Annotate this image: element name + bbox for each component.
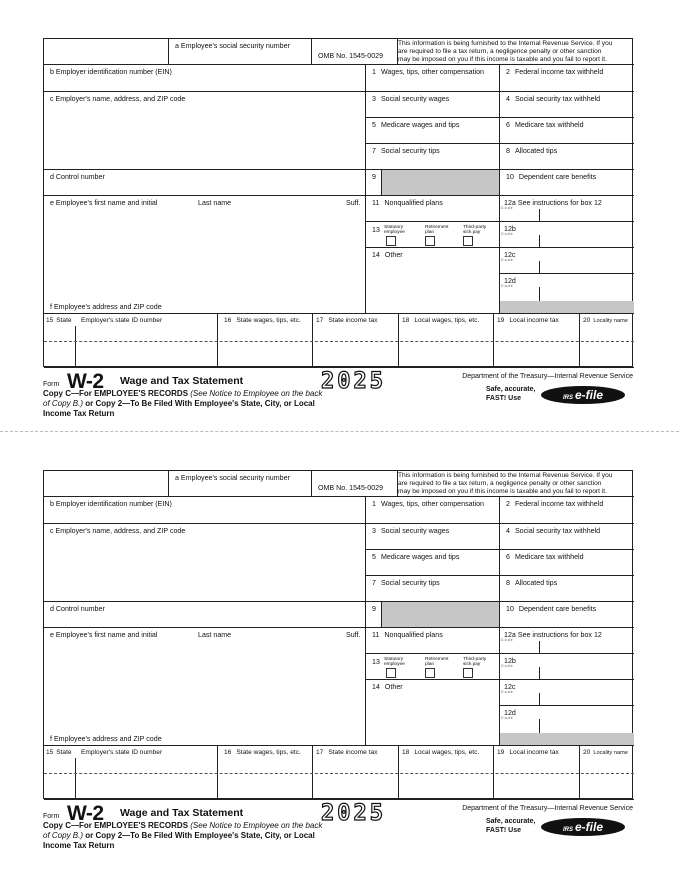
- box-number: 12d: [504, 277, 516, 285]
- last-name-label: Last name: [198, 199, 232, 207]
- irs-notice: [398, 39, 634, 65]
- box-number: 4: [506, 95, 510, 103]
- box-number: 6: [506, 553, 510, 561]
- employee-first-name-label: e Employee's first name and initial: [50, 199, 158, 207]
- box-label: Dependent care benefits: [518, 173, 597, 181]
- safe-line: Safe, accurate,: [486, 818, 536, 825]
- box-13-field: [366, 222, 500, 248]
- box-label: Social security wages: [380, 527, 450, 535]
- code-divider: [539, 693, 540, 706]
- box-label: Other: [384, 251, 403, 259]
- box-number: 11: [372, 199, 380, 207]
- box-number: 12d: [504, 709, 516, 717]
- box-label: Allocated tips: [514, 147, 558, 155]
- code-label: C o d e: [501, 716, 513, 720]
- employer-ein-field[interactable]: [44, 65, 366, 92]
- box-label: Nonqualified plans: [384, 631, 443, 639]
- box-label: Social security tips: [380, 147, 440, 155]
- w2-copy-top: [0, 0, 679, 432]
- third-party-sick-pay-checkbox[interactable]: [463, 668, 473, 678]
- employer-name-label: c Employer's name, address, and ZIP code: [50, 527, 186, 535]
- form-footer: [43, 370, 633, 425]
- employer-state-id-label: Employer's state ID number: [81, 749, 163, 756]
- box-number: 3: [372, 527, 376, 535]
- statutory-employee-label: Statutory employee: [384, 657, 405, 667]
- form-footer: [43, 802, 633, 857]
- box-label: Local income tax: [509, 749, 559, 756]
- box-label: Medicare tax withheld: [514, 553, 584, 561]
- box-number: 13: [372, 658, 380, 666]
- box-number: 5: [372, 121, 376, 129]
- retirement-plan-checkbox[interactable]: [425, 668, 435, 678]
- box-label: Local wages, tips, etc.: [414, 317, 480, 324]
- box-12b-field[interactable]: [500, 222, 634, 248]
- box-number: 12b: [504, 657, 516, 665]
- box-number: 12a: [504, 631, 516, 639]
- box-number: 5: [372, 553, 376, 561]
- employer-ein-label: b Employer identification number (EIN): [50, 68, 172, 76]
- form-name: W-2: [67, 370, 104, 393]
- box-10-field[interactable]: [500, 602, 634, 628]
- code-label: C o d e: [501, 284, 513, 288]
- box-7-field[interactable]: [366, 144, 500, 170]
- box-12c-field[interactable]: [500, 248, 634, 274]
- box-number: 1: [372, 500, 376, 508]
- box-number: 11: [372, 631, 380, 639]
- box-label: State income tax: [328, 749, 378, 756]
- suffix-label: Suff.: [346, 631, 361, 639]
- employer-state-id-label: Employer's state ID number: [81, 317, 163, 324]
- code-label: C o d e: [501, 690, 513, 694]
- box-number: 20: [583, 749, 591, 756]
- box-4-field[interactable]: [500, 524, 634, 550]
- state-label: State: [56, 749, 72, 756]
- code-label: C o d e: [501, 232, 513, 236]
- box-label: Other: [384, 683, 403, 691]
- box-14-field[interactable]: [366, 680, 500, 746]
- box-1-field[interactable]: [366, 497, 500, 524]
- box-3-field[interactable]: [366, 92, 500, 118]
- employee-address-label: f Employee's address and ZIP code: [50, 735, 162, 743]
- box-number: 12b: [504, 225, 516, 233]
- box-label: Medicare wages and tips: [380, 121, 460, 129]
- box-number: 3: [372, 95, 376, 103]
- code-divider: [539, 235, 540, 248]
- box-label: Locality name: [593, 750, 628, 756]
- employee-name-address-field[interactable]: [44, 196, 366, 314]
- department-label: Department of the Treasury—Internal Revenue Service: [462, 373, 633, 380]
- box-label: Social security wages: [380, 95, 450, 103]
- irs-efile-logo: [541, 386, 625, 404]
- box-label: Social security tax withheld: [514, 95, 601, 103]
- box-5-field[interactable]: [366, 118, 500, 144]
- box-label: Nonqualified plans: [384, 199, 443, 207]
- box-number: 4: [506, 527, 510, 535]
- box-label: Local income tax: [509, 317, 559, 324]
- safe-accurate-text: [486, 385, 535, 403]
- box-number: 7: [372, 579, 376, 587]
- box-label: Federal income tax withheld: [514, 500, 604, 508]
- copy-c-label: Copy C—For EMPLOYEE'S RECORDS: [43, 821, 189, 830]
- w2-copy-bottom: [0, 432, 679, 864]
- box-label: Medicare wages and tips: [380, 553, 460, 561]
- employee-ssn-field[interactable]: [169, 39, 312, 65]
- w2-form-grid: [43, 470, 633, 799]
- box-number: 12c: [504, 683, 516, 691]
- notice-line: are required to file a tax return, a negligence penalty or other sanction: [398, 479, 602, 487]
- code-divider: [539, 287, 540, 301]
- box-label: State wages, tips, etc.: [236, 749, 301, 756]
- employee-address-label: f Employee's address and ZIP code: [50, 303, 162, 311]
- box-number: 20: [583, 317, 591, 324]
- box-number: 2: [506, 500, 510, 508]
- w2-form-grid: [43, 38, 633, 367]
- notice-line: are required to file a tax return, a negligence penalty or other sanction: [398, 47, 602, 55]
- box-label: Social security tips: [380, 579, 440, 587]
- irs-efile-logo: [541, 818, 625, 836]
- box-label: Wages, tips, other compensation: [380, 68, 484, 76]
- department-label: Department of the Treasury—Internal Revenue Service: [462, 805, 633, 812]
- code-divider: [539, 667, 540, 680]
- code-label: C o d e: [501, 206, 513, 210]
- box-number: 17: [316, 317, 324, 324]
- omb-number: OMB No. 1545-0029: [318, 484, 384, 492]
- state-divider: [75, 326, 76, 368]
- box-label: Local wages, tips, etc.: [414, 749, 480, 756]
- copy-2-label: Copy 2—To Be Filed With Employee's State, City, or Local Income Tax Return: [43, 831, 315, 850]
- notice-line: may be imposed on you if this income is taxable and you fail to report it.: [398, 55, 607, 63]
- safe-accurate-text: [486, 817, 535, 835]
- state-row-separator: [44, 773, 634, 774]
- box-label: Social security tax withheld: [514, 527, 601, 535]
- code-divider: [539, 261, 540, 274]
- employee-ssn-label: a Employee's social security number: [175, 42, 290, 50]
- box-10-field[interactable]: [500, 170, 634, 196]
- box-number: 8: [506, 147, 510, 155]
- box-number: 14: [372, 683, 380, 691]
- last-name-label: Last name: [198, 631, 232, 639]
- box-6-field[interactable]: [500, 550, 634, 576]
- employee-ssn-field[interactable]: [169, 471, 312, 497]
- suffix-label: Suff.: [346, 199, 361, 207]
- box-11-field[interactable]: [366, 628, 500, 654]
- safe-line: FAST! Use: [486, 395, 522, 402]
- control-number-label: d Control number: [50, 173, 105, 181]
- notice-line: may be imposed on you if this income is taxable and you fail to report it.: [398, 487, 607, 495]
- see-notice-text: (See Notice to Employee on the back of Copy B.): [43, 821, 323, 840]
- box-label: See instructions for box 12: [517, 199, 602, 207]
- code-divider: [539, 719, 540, 733]
- see-notice-text: (See Notice to Employee on the back of Copy B.): [43, 389, 323, 408]
- retirement-plan-label: Retirement plan: [425, 225, 449, 235]
- box-4-field[interactable]: [500, 92, 634, 118]
- box-13-field: [366, 654, 500, 680]
- omb-number: OMB No. 1545-0029: [318, 52, 384, 60]
- box-11-field[interactable]: [366, 196, 500, 222]
- box-label: State wages, tips, etc.: [236, 317, 301, 324]
- code-label: C o d e: [501, 638, 513, 642]
- code-label: C o d e: [501, 664, 513, 668]
- omb-cell: [312, 39, 398, 65]
- copy-designation: [43, 389, 323, 419]
- box-3-field[interactable]: [366, 524, 500, 550]
- copy-2-label: Copy 2—To Be Filed With Employee's State, City, or Local Income Tax Return: [43, 399, 315, 418]
- box-9-number-cell: [366, 602, 382, 628]
- efile-logo-text: e-file: [575, 820, 604, 834]
- box-number: 17: [316, 749, 324, 756]
- or-text: or: [85, 399, 94, 408]
- form-name: W-2: [67, 802, 104, 825]
- box-number: 12c: [504, 251, 516, 259]
- box-number: 16: [224, 317, 232, 324]
- statutory-employee-checkbox[interactable]: [386, 236, 396, 246]
- copy-designation: [43, 821, 323, 851]
- box-12d-field[interactable]: [500, 706, 634, 733]
- box-number: 7: [372, 147, 376, 155]
- retirement-plan-checkbox[interactable]: [425, 236, 435, 246]
- box-number: 6: [506, 121, 510, 129]
- box-number: 18: [402, 749, 410, 756]
- box-number: 10: [506, 605, 514, 613]
- box-12-shaded: [500, 301, 634, 314]
- box-7-field[interactable]: [366, 576, 500, 602]
- box-12a-field[interactable]: [500, 196, 634, 222]
- form-word: Form: [43, 813, 60, 820]
- box-label: Wages, tips, other compensation: [380, 500, 484, 508]
- box-9-number-cell: [366, 170, 382, 196]
- employer-name-address-field[interactable]: [44, 524, 366, 602]
- state-divider: [75, 758, 76, 800]
- copy-c-label: Copy C—For EMPLOYEE'S RECORDS: [43, 389, 189, 398]
- omb-cell: [312, 471, 398, 497]
- box-number: 12a: [504, 199, 516, 207]
- state-label: State: [56, 317, 72, 324]
- irs-notice: [398, 471, 634, 497]
- irs-logo-text: IRS: [562, 395, 573, 401]
- box-6-field[interactable]: [500, 118, 634, 144]
- code-divider: [539, 209, 540, 222]
- notice-line: This information is being furnished to the Internal Revenue Service. If you: [398, 40, 613, 47]
- box-1-field[interactable]: [366, 65, 500, 92]
- box-14-field[interactable]: [366, 248, 500, 314]
- box-number: 19: [497, 749, 505, 756]
- box-number: 9: [372, 173, 376, 181]
- box-number: 16: [224, 749, 232, 756]
- box-label: Dependent care benefits: [518, 605, 597, 613]
- box-number: 10: [506, 173, 514, 181]
- control-number-field[interactable]: [44, 170, 366, 196]
- box-label: Allocated tips: [514, 579, 558, 587]
- employee-name-address-field[interactable]: [44, 628, 366, 746]
- statutory-employee-checkbox[interactable]: [386, 668, 396, 678]
- box-9-shaded: [382, 170, 500, 196]
- control-number-label: d Control number: [50, 605, 105, 613]
- state-row-separator: [44, 341, 634, 342]
- efile-logo-text: e-file: [575, 388, 604, 402]
- void-cell: [44, 471, 169, 497]
- box-12c-field[interactable]: [500, 680, 634, 706]
- third-party-sick-pay-label: Third-party sick pay: [463, 225, 487, 235]
- box-label: Federal income tax withheld: [514, 68, 604, 76]
- box-label: Locality name: [593, 318, 628, 324]
- box-12a-field[interactable]: [500, 628, 634, 654]
- irs-logo-text: IRS: [562, 827, 573, 833]
- retirement-plan-label: Retirement plan: [425, 657, 449, 667]
- box-label: See instructions for box 12: [517, 631, 602, 639]
- code-label: C o d e: [501, 258, 513, 262]
- employee-first-name-label: e Employee's first name and initial: [50, 631, 158, 639]
- employer-ein-field[interactable]: [44, 497, 366, 524]
- control-number-field[interactable]: [44, 602, 366, 628]
- safe-line: FAST! Use: [486, 827, 522, 834]
- safe-line: Safe, accurate,: [486, 386, 536, 393]
- box-8-field[interactable]: [500, 576, 634, 602]
- tax-year: 2025: [321, 369, 386, 394]
- box-number: 18: [402, 317, 410, 324]
- form-title: Wage and Tax Statement: [120, 375, 244, 387]
- void-cell: [44, 39, 169, 65]
- box-number: 15: [46, 749, 54, 756]
- box-12-shaded: [500, 733, 634, 746]
- box-number: 2: [506, 68, 510, 76]
- employer-ein-label: b Employer identification number (EIN): [50, 500, 172, 508]
- form-word: Form: [43, 381, 60, 388]
- employer-name-label: c Employer's name, address, and ZIP code: [50, 95, 186, 103]
- box-number: 15: [46, 317, 54, 324]
- box-12d-field[interactable]: [500, 274, 634, 301]
- box-5-field[interactable]: [366, 550, 500, 576]
- box-9-shaded: [382, 602, 500, 628]
- box-label: State income tax: [328, 317, 378, 324]
- box-number: 9: [372, 605, 376, 613]
- box-number: 19: [497, 317, 505, 324]
- or-text: or: [85, 831, 94, 840]
- third-party-sick-pay-label: Third-party sick pay: [463, 657, 487, 667]
- box-12b-field[interactable]: [500, 654, 634, 680]
- code-divider: [539, 641, 540, 654]
- box-label: Medicare tax withheld: [514, 121, 584, 129]
- form-title: Wage and Tax Statement: [120, 807, 244, 819]
- box-number: 1: [372, 68, 376, 76]
- box-number: 14: [372, 251, 380, 259]
- tax-year: 2025: [321, 801, 386, 826]
- notice-line: This information is being furnished to the Internal Revenue Service. If you: [398, 472, 613, 479]
- statutory-employee-label: Statutory employee: [384, 225, 405, 235]
- box-number: 13: [372, 226, 380, 234]
- employer-name-address-field[interactable]: [44, 92, 366, 170]
- employee-ssn-label: a Employee's social security number: [175, 474, 290, 482]
- box-8-field[interactable]: [500, 144, 634, 170]
- third-party-sick-pay-checkbox[interactable]: [463, 236, 473, 246]
- box-2-field[interactable]: [500, 65, 634, 92]
- box-number: 8: [506, 579, 510, 587]
- box-2-field[interactable]: [500, 497, 634, 524]
